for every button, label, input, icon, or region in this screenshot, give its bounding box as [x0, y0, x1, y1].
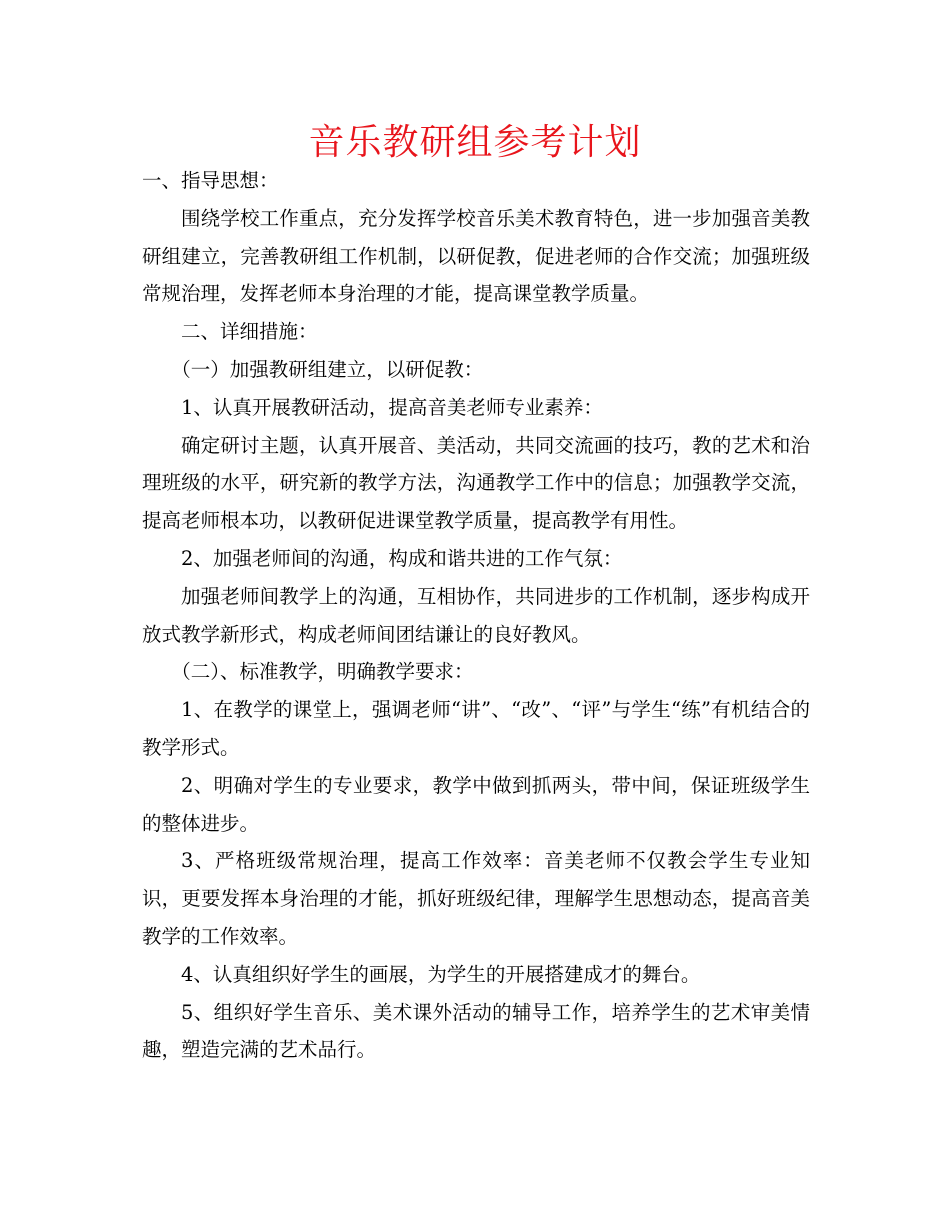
- document-body: [142, 162, 810, 1069]
- list-item: 1、在教学的课堂上，强调老师“讲”、“改”、“评”与学生“练”有机结合的教学形式。: [142, 698, 810, 759]
- paragraph-teacher-communication: 加强老师间教学上的沟通，互相协作，共同进步的工作机制，逐步构成开放式教学新形式，构成老师间团结谦让的良好教风。: [142, 584, 810, 646]
- subsection-heading-standard-teaching: （二）、标准教学，明确教学要求：: [171, 660, 474, 684]
- list-item: 4、认真组织好学生的画展，为学生的开展搭建成才的舞台。: [181, 962, 701, 986]
- paragraph-research-activities: 确定研讨主题，认真开展音、美活动，共同交流画的技巧，教的艺术和治理班级的水平，研究新的教学方法，沟通教学工作中的信息；加强教学交流，提高老师根本功，以教研促进课堂教学质量，提高教学有用性。: [142, 433, 810, 533]
- section-heading-guiding-thought: 一、指导思想：: [142, 169, 279, 192]
- list-item-heading: 2、加强老师间的沟通，构成和谐共进的工作气氛：: [181, 546, 623, 570]
- list-item: 3、严格班级常规治理，提高工作效率：音美老师不仅教会学生专业知识，更要发挥本身治理的才能，抓好班级纪律，理解学生思想动态，提高音美教学的工作效率。: [142, 849, 810, 948]
- list-item: 2、明确对学生的专业要求，教学中做到抓两头，带中间，保证班级学生的整体进步。: [142, 773, 810, 835]
- section-heading-measures: 二、详细措施：: [181, 320, 318, 344]
- list-item-heading: 1、认真开展教研活动，提高音美老师专业素养：: [181, 395, 603, 419]
- subsection-heading-research: （一）加强教研组建立，以研促教：: [171, 357, 484, 381]
- list-item: 5、组织好学生音乐、美术课外活动的辅导工作，培养学生的艺术审美情趣，塑造完满的艺术品行。: [142, 1000, 810, 1062]
- paragraph-guiding-thought: 围绕学校工作重点，充分发挥学校音乐美术教育特色，进一步加强音美教研组建立，完善教研组工作机制，以研促教，促进老师的合作交流；加强班级常规治理，发挥老师本身治理的才能，提高课堂教学质量。: [142, 206, 810, 306]
- document-title: 音乐教研组参考计划: [308, 122, 642, 163]
